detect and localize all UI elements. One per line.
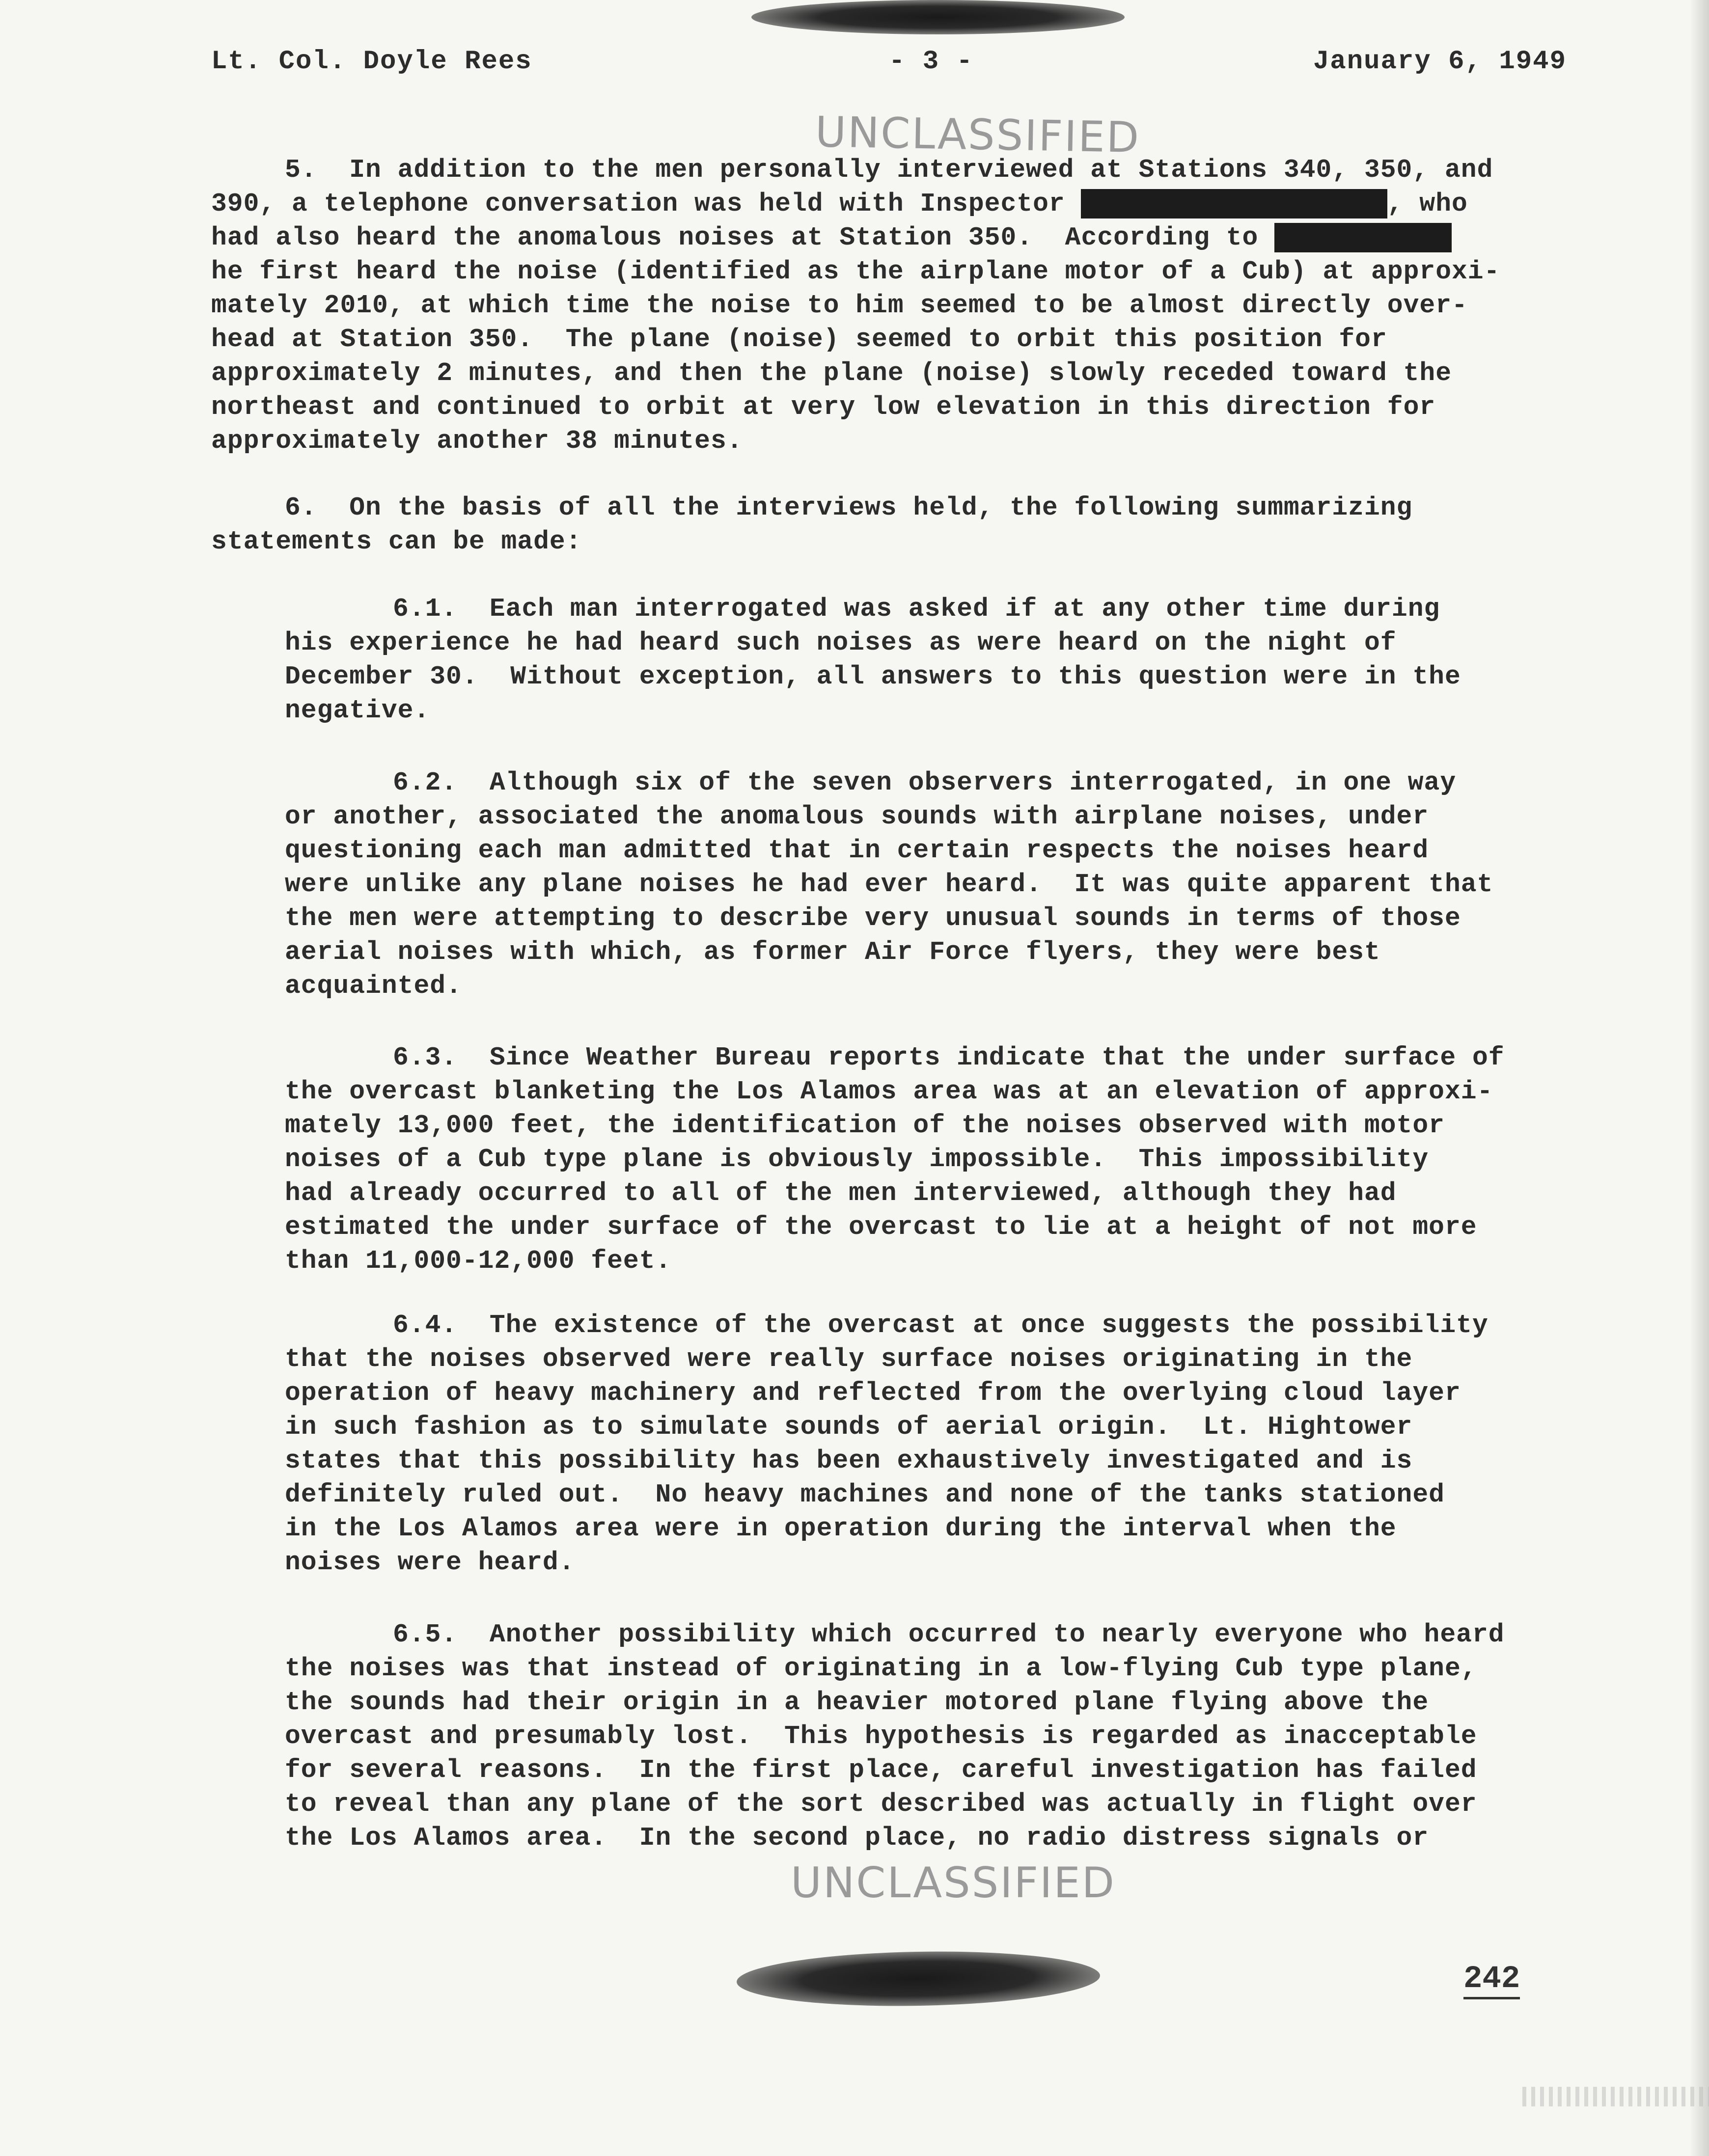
redaction-smudge-bottom <box>736 1949 1101 2009</box>
p5-line-5: mately 2010, at which time the noise to him seemed to be almost directly over- <box>211 291 1468 320</box>
p63-line-1: 6.3. Since Weather Bureau reports indicate that the under surface of <box>393 1043 1505 1072</box>
redacted-name-2: Hammersmith <box>1274 223 1452 252</box>
p65-line-2: the noises was that instead of originating in a low-flying Cub type plane, <box>285 1654 1477 1683</box>
p5-line-7: approximately 2 minutes, and then the plane (noise) slowly receded toward the <box>211 358 1452 388</box>
paragraph-6-4 <box>211 1309 1586 1580</box>
p63-line-3: mately 13,000 feet, the identification of the noises observed with motor <box>285 1111 1445 1140</box>
p64-line-6: definitely ruled out. No heavy machines and none of the tanks stationed <box>285 1480 1445 1509</box>
archive-page-number: 242 <box>1463 1962 1520 1999</box>
p5-line-2 <box>211 187 1586 221</box>
p5-line-6: head at Station 350. The plane (noise) seemed to orbit this position for <box>211 325 1387 354</box>
p64-line-8: noises were heard. <box>285 1548 575 1577</box>
p5-line-3-text: had also heard the anomalous noises at Station 350. According to <box>211 223 1275 252</box>
p64-line-3: operation of heavy machinery and reflected from the overlying cloud layer <box>285 1378 1461 1408</box>
scan-edge-shadow <box>1689 0 1709 2156</box>
p64-line-2: that the noises observed were really surface noises originating in the <box>285 1344 1413 1374</box>
redacted-name: Orville Hammersmith <box>1081 189 1387 218</box>
p5-line-8: northeast and continued to orbit at very low elevation in this direction for <box>211 392 1436 422</box>
p61-line-4: negative. <box>285 696 430 725</box>
paragraph-5 <box>211 153 1586 458</box>
p65-line-1: 6.5. Another possibility which occurred to nearly everyone who heard <box>393 1620 1505 1649</box>
p63-line-4: noises of a Cub type plane is obviously impossible. This impossibility <box>285 1145 1429 1174</box>
p63-line-7: than 11,000-12,000 feet. <box>285 1246 672 1276</box>
p5-line-3 <box>211 221 1586 255</box>
classification-stamp-top: UNCLASSIFIED <box>815 108 1141 163</box>
p64-line-5: states that this possibility has been exhaustively investigated and is <box>285 1446 1413 1475</box>
paragraph-6 <box>211 491 1586 559</box>
p5-line-2-text: 390, a telephone conversation was held with Inspector <box>211 189 1081 218</box>
p65-line-5: for several reasons. In the first place, careful investigation has failed <box>285 1755 1477 1785</box>
p62-line-5: the men were attempting to describe very unusual sounds in terms of those <box>285 903 1461 933</box>
p63-line-5: had already occurred to all of the men interviewed, although they had <box>285 1178 1397 1208</box>
p63-line-6: estimated the under surface of the overcast to lie at a height of not more <box>285 1212 1477 1242</box>
p65-line-7: the Los Alamos area. In the second place, no radio distress signals or <box>285 1823 1429 1853</box>
p62-line-4: were unlike any plane noises he had ever heard. It was quite apparent that <box>285 870 1493 899</box>
p64-line-7: in the Los Alamos area were in operation during the interval when the <box>285 1514 1397 1543</box>
p64-line-4: in such fashion as to simulate sounds of aerial origin. Lt. Hightower <box>285 1412 1413 1442</box>
p5-line-9: approximately another 38 minutes. <box>211 426 743 456</box>
p5-line-4: he first heard the noise (identified as the airplane motor of a Cub) at approxi- <box>211 257 1500 286</box>
page-header <box>211 47 1567 91</box>
p62-line-7: acquainted. <box>285 971 462 1001</box>
p61-line-2: his experience he had heard such noises as were heard on the night of <box>285 628 1397 657</box>
p65-line-6: to reveal than any plane of the sort described was actually in flight over <box>285 1789 1477 1819</box>
p62-line-2: or another, associated the anomalous sounds with airplane noises, under <box>285 802 1429 831</box>
header-addressee: Lt. Col. Doyle Rees <box>211 47 532 77</box>
p5-line-1: 5. In addition to the men personally interviewed at Stations 340, 350, and <box>285 155 1493 185</box>
redaction-smudge-top <box>751 0 1125 34</box>
p65-line-4: overcast and presumably lost. This hypothesis is regarded as inacceptable <box>285 1721 1477 1751</box>
p6-line-2: statements can be made: <box>211 527 582 556</box>
scan-noise <box>1522 2087 1709 2106</box>
p62-line-6: aerial noises with which, as former Air Force flyers, they were best <box>285 937 1380 967</box>
paragraph-6-3 <box>211 1041 1586 1278</box>
p65-line-3: the sounds had their origin in a heavier motored plane flying above the <box>285 1688 1429 1717</box>
p5-line-2-tail: , who <box>1387 189 1468 218</box>
classification-stamp-bottom: UNCLASSIFIED <box>791 1858 1116 1908</box>
paragraph-6-2 <box>211 766 1586 1003</box>
p6-line-1: 6. On the basis of all the interviews held, the following summarizing <box>285 493 1413 522</box>
paragraph-6-1 <box>211 592 1586 728</box>
header-date: January 6, 1949 <box>1313 47 1567 77</box>
paragraph-6-5 <box>211 1618 1586 1855</box>
p62-line-1: 6.2. Although six of the seven observers interrogated, in one way <box>393 768 1457 797</box>
p61-line-1: 6.1. Each man interrogated was asked if at any other time during <box>393 594 1440 624</box>
p63-line-2: the overcast blanketing the Los Alamos area was at an elevation of approxi- <box>285 1077 1493 1106</box>
p64-line-1: 6.4. The existence of the overcast at once suggests the possibility <box>393 1310 1488 1340</box>
p62-line-3: questioning each man admitted that in certain respects the noises heard <box>285 836 1429 865</box>
p61-line-3: December 30. Without exception, all answers to this question were in the <box>285 662 1461 691</box>
header-page-number: - 3 - <box>889 47 974 77</box>
